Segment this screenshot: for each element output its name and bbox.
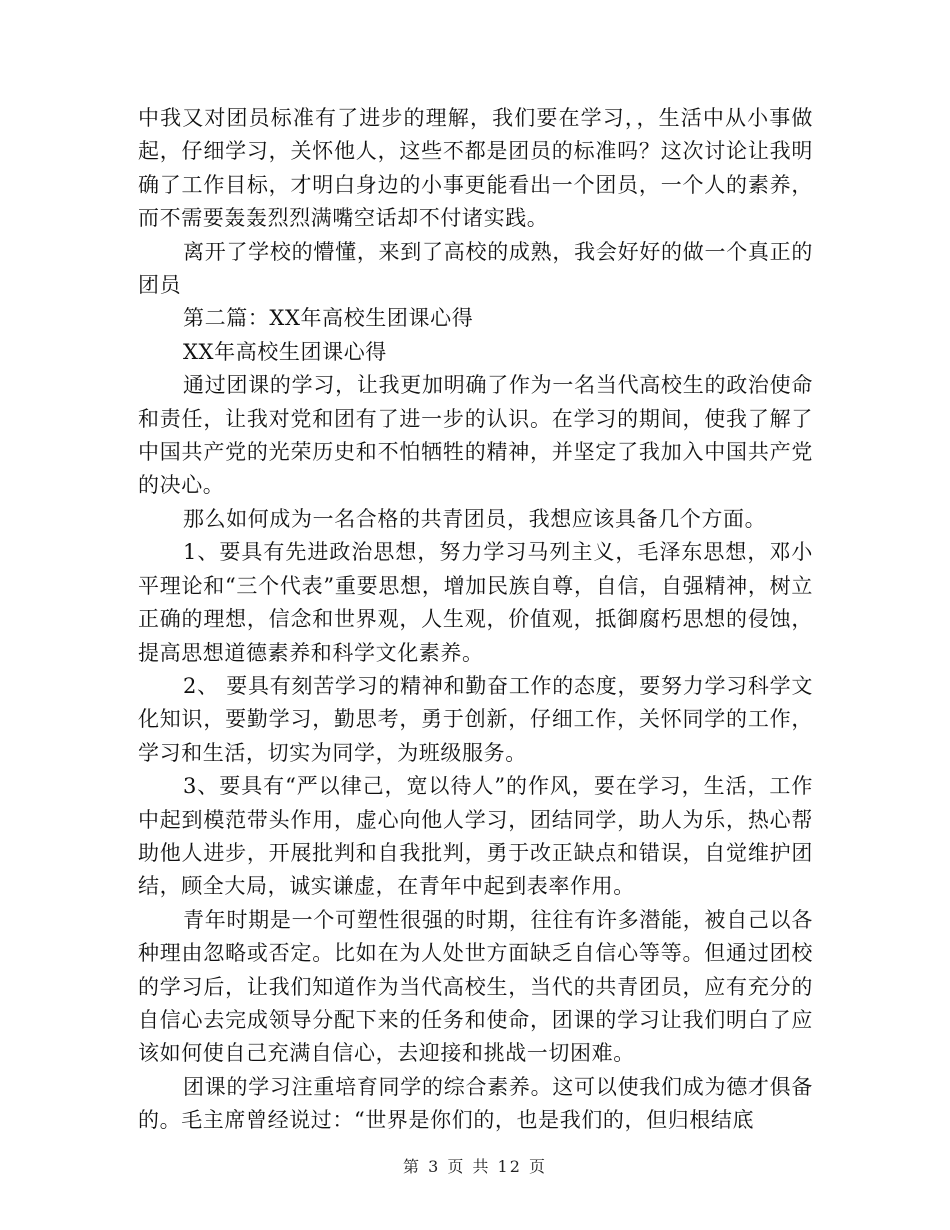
document-body: [138, 102, 813, 1138]
paragraph-5: 通过团课的学习，让我更加明确了作为一名当代高校生的政治使命和责任，让我对党和团有了进一步的认识。在学习的期间，使我了解了中国共产党的光荣历史和不怕牺牲的精神，并坚定了我加入中国共产党的决心。: [138, 373, 813, 498]
section-subtitle: XX年高校生团课心得: [183, 339, 387, 364]
list-item-3: 3、要具有“严以律己，宽以待人”的作风，要在学习，生活，工作中起到模范带头作用，虚心向他人学习，团结同学，助人为乐，热心帮助他人进步，开展批判和自我批判，勇于改正缺点和错误，自觉维护团结，顾全大局，诚实谦虚，在青年中起到表率作用。: [138, 774, 813, 899]
paragraph-10: 青年时期是一个可塑性很强的时期，往往有许多潜能，被自己以各种理由忽略或否定。比如在为人处世方面缺乏自信心等等。但通过团校的学习后，让我们知道作为当代高校生，当代的共青团员，应有充分的自信心去完成领导分配下来的任务和使命，团课的学习让我们明白了应该如何使自己充满自信心，去迎接和挑战一切困难。: [138, 907, 813, 1066]
paragraph-2: 离开了学校的懵懂，来到了高校的成熟，我会好好的做一个真正的团员: [138, 239, 813, 298]
paragraph-6: 那么如何成为一名合格的共青团员，我想应该具备几个方面。: [183, 506, 767, 531]
paragraph-1: 中我又对团员标准有了进步的理解，我们要在学习，，生活中从小事做起，仔细学习，关怀他人，这些不都是团员的标准吗？这次讨论让我明确了工作目标，才明白身边的小事更能看出一个团员，一个人的素养，而不需要轰轰烈烈满嘴空话却不付诸实践。: [138, 106, 813, 231]
list-item-1: 1、要具有先进政治思想，努力学习马列主义，毛泽东思想，邓小平理论和“三个代表”重要思想，增加民族自尊，自信，自强精神，树立正确的理想，信念和世界观，人生观，价值观，抵御腐朽思想的侵蚀，提高思想道德素养和科学文化素养。: [138, 540, 813, 665]
paragraph-11: 团课的学习注重培育同学的综合素养。这可以使我们成为德才俱备的。毛主席曾经说过：“世界是你们的，也是我们的，但归根结底: [138, 1074, 813, 1133]
page-number-footer: 第 3 页 共 12 页: [403, 1157, 547, 1176]
list-item-2: 2、 要具有刻苦学习的精神和勤奋工作的态度，要努力学习科学文化知识，要勤学习，勤思考，勇于创新，仔细工作，关怀同学的工作，学习和生活，切实为同学，为班级服务。: [138, 673, 813, 765]
section-heading: 第二篇：XX年高校生团课心得: [183, 306, 474, 331]
